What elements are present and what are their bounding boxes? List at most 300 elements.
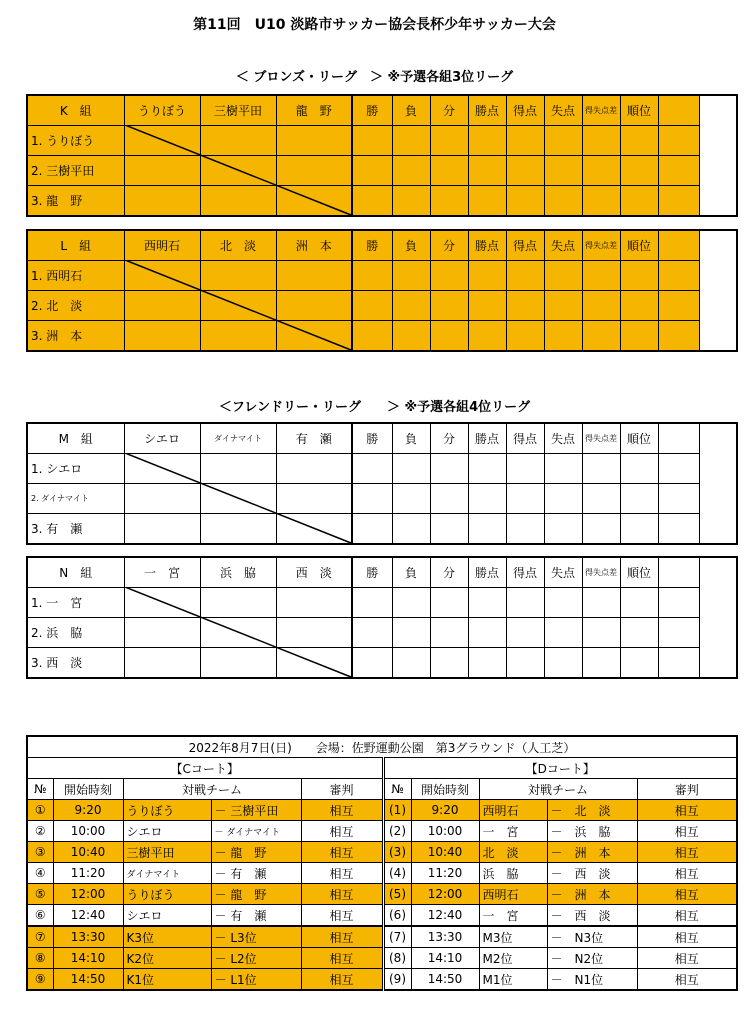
stat-cell xyxy=(468,291,506,321)
stat-cell xyxy=(658,156,699,186)
referee: 相互 xyxy=(637,948,737,969)
stat-cell xyxy=(392,588,430,618)
start-time: 13:30 xyxy=(53,926,123,948)
stat-cell xyxy=(392,454,430,484)
stat-cell xyxy=(582,648,620,679)
team-a: 西明石 xyxy=(479,800,547,821)
stat-cell xyxy=(582,156,620,186)
c-court-label: 【Cコート】 xyxy=(27,758,383,779)
stat-cell xyxy=(468,261,506,291)
stat-cell xyxy=(506,618,544,648)
stat-cell xyxy=(582,321,620,352)
stat-cell xyxy=(620,588,658,618)
referee: 相互 xyxy=(637,842,737,863)
stat-cell xyxy=(468,454,506,484)
stat-cell xyxy=(468,186,506,217)
col-ref: 審判 xyxy=(301,779,383,800)
stat-cell xyxy=(620,321,658,352)
stat-cell xyxy=(658,618,699,648)
stat-cell xyxy=(506,454,544,484)
stat-col-header: 得点 xyxy=(506,557,544,588)
stat-cell xyxy=(658,126,699,156)
stat-cell xyxy=(392,321,430,352)
result-cell xyxy=(276,648,352,679)
schedule-row xyxy=(27,884,737,905)
team-a: M3位 xyxy=(479,926,547,948)
referee: 相互 xyxy=(301,842,383,863)
result-cell xyxy=(124,618,200,648)
stat-cell xyxy=(582,454,620,484)
match-no: ⑧ xyxy=(27,948,53,969)
stat-cell xyxy=(352,618,392,648)
match-no: (4) xyxy=(383,863,411,884)
team-a: M1位 xyxy=(479,969,547,991)
start-time: 14:50 xyxy=(53,969,123,991)
stat-cell xyxy=(582,186,620,217)
result-cell xyxy=(200,126,276,156)
referee: 相互 xyxy=(637,905,737,927)
stat-cell xyxy=(620,648,658,679)
league-table-4 xyxy=(26,556,738,679)
stat-cell xyxy=(392,156,430,186)
result-cell xyxy=(124,514,200,545)
stat-cell xyxy=(430,321,468,352)
col-ref: 審判 xyxy=(637,779,737,800)
team-col-header: うりぼう xyxy=(124,95,200,126)
stat-cell xyxy=(468,648,506,679)
referee: 相互 xyxy=(301,905,383,927)
result-cell xyxy=(124,454,200,484)
result-cell xyxy=(276,588,352,618)
result-cell xyxy=(200,514,276,545)
stat-cell xyxy=(544,514,582,545)
col-match: 対戦チーム xyxy=(479,779,637,800)
team-a: シエロ xyxy=(123,821,211,842)
start-time: 9:20 xyxy=(53,800,123,821)
start-time: 10:00 xyxy=(411,821,479,842)
result-cell xyxy=(200,588,276,618)
referee: 相互 xyxy=(301,969,383,991)
stat-col-header: 得点 xyxy=(506,423,544,454)
stat-cell xyxy=(582,618,620,648)
stat-cell xyxy=(544,648,582,679)
result-cell xyxy=(276,156,352,186)
stat-cell xyxy=(430,514,468,545)
stat-cell xyxy=(620,156,658,186)
team-b: － 西 淡 xyxy=(547,863,637,884)
stat-cell xyxy=(430,648,468,679)
referee: 相互 xyxy=(301,884,383,905)
stat-col-header: 得点 xyxy=(506,230,544,261)
referee: 相互 xyxy=(301,821,383,842)
result-cell xyxy=(200,291,276,321)
match-no: ⑦ xyxy=(27,926,53,948)
match-no: (9) xyxy=(383,969,411,991)
stat-cell xyxy=(430,261,468,291)
stat-col-header: 負 xyxy=(392,557,430,588)
stat-cell xyxy=(352,514,392,545)
stat-cell xyxy=(352,648,392,679)
start-time: 10:40 xyxy=(411,842,479,863)
match-no: ⑨ xyxy=(27,969,53,991)
team-a: ダイナマイト xyxy=(123,863,211,884)
match-no: ① xyxy=(27,800,53,821)
stat-cell xyxy=(468,484,506,514)
stat-cell xyxy=(506,321,544,352)
team-a: 浜 脇 xyxy=(479,863,547,884)
referee: 相互 xyxy=(637,863,737,884)
result-cell xyxy=(124,186,200,217)
team-row-label: 3. 西 淡 xyxy=(27,648,124,679)
stat-cell xyxy=(620,454,658,484)
stat-col-header: 失点 xyxy=(544,230,582,261)
team-row-label: 2. 浜 脇 xyxy=(27,618,124,648)
team-row-label: 1. 一 宮 xyxy=(27,588,124,618)
col-time: 開始時刻 xyxy=(53,779,123,800)
team-b: － 西 淡 xyxy=(547,905,637,927)
schedule-row xyxy=(27,905,737,927)
result-cell xyxy=(200,186,276,217)
stat-cell xyxy=(352,261,392,291)
extra-col xyxy=(658,95,699,126)
stat-cell xyxy=(392,291,430,321)
match-schedule-table xyxy=(26,735,738,991)
team-a: K3位 xyxy=(123,926,211,948)
stat-col-header: 得失点差 xyxy=(582,557,620,588)
team-b: － 有 瀬 xyxy=(211,863,301,884)
team-a: K1位 xyxy=(123,969,211,991)
referee: 相互 xyxy=(301,800,383,821)
stat-cell xyxy=(468,514,506,545)
stat-cell xyxy=(468,618,506,648)
schedule-header: 2022年8月7日(日) 会場：佐野運動公園 第3グラウンド（人工芝） xyxy=(27,736,737,758)
match-no: ③ xyxy=(27,842,53,863)
stat-cell xyxy=(658,454,699,484)
schedule-row xyxy=(27,800,737,821)
start-time: 12:40 xyxy=(53,905,123,927)
team-col-header: 西 淡 xyxy=(276,557,352,588)
referee: 相互 xyxy=(637,969,737,991)
match-no: (5) xyxy=(383,884,411,905)
result-cell xyxy=(200,261,276,291)
stat-cell xyxy=(392,126,430,156)
team-col-header: シエロ xyxy=(124,423,200,454)
result-cell xyxy=(124,291,200,321)
stat-cell xyxy=(506,588,544,618)
team-row-label: 2. 北 淡 xyxy=(27,291,124,321)
result-cell xyxy=(200,484,276,514)
result-cell xyxy=(124,126,200,156)
team-row-label: 1. うりぼう xyxy=(27,126,124,156)
page-title: 第11回 U10 淡路市サッカー協会長杯少年サッカー大会 xyxy=(193,17,556,33)
match-no: (7) xyxy=(383,926,411,948)
team-a: M2位 xyxy=(479,948,547,969)
stat-cell xyxy=(392,514,430,545)
team-b: － 洲 本 xyxy=(547,842,637,863)
schedule-row xyxy=(27,842,737,863)
team-col-header: 一 宮 xyxy=(124,557,200,588)
result-cell xyxy=(200,648,276,679)
stat-col-header: 負 xyxy=(392,95,430,126)
result-cell xyxy=(276,261,352,291)
stat-cell xyxy=(506,261,544,291)
stat-cell xyxy=(430,454,468,484)
stat-cell xyxy=(658,484,699,514)
stat-cell xyxy=(430,291,468,321)
stat-cell xyxy=(392,618,430,648)
stat-cell xyxy=(352,454,392,484)
stat-col-header: 得点 xyxy=(506,95,544,126)
stat-cell xyxy=(544,261,582,291)
result-cell xyxy=(276,321,352,352)
stat-cell xyxy=(392,186,430,217)
group-label: K 組 xyxy=(27,95,124,126)
start-time: 13:30 xyxy=(411,926,479,948)
schedule-row xyxy=(27,926,737,948)
start-time: 11:20 xyxy=(53,863,123,884)
stat-cell xyxy=(544,126,582,156)
stat-col-header: 分 xyxy=(430,423,468,454)
friendly-league-header: ＜フレンドリー・リーグ ＞ ※予選各組4位リーグ xyxy=(218,400,531,415)
stat-col-header: 得失点差 xyxy=(582,95,620,126)
stat-col-header: 順位 xyxy=(620,557,658,588)
stat-cell xyxy=(506,186,544,217)
stat-cell xyxy=(582,484,620,514)
match-no: ⑥ xyxy=(27,905,53,927)
stat-cell xyxy=(430,484,468,514)
team-a: 北 淡 xyxy=(479,842,547,863)
stat-col-header: 勝 xyxy=(352,230,392,261)
group-label: L 組 xyxy=(27,230,124,261)
stat-cell xyxy=(620,291,658,321)
result-cell xyxy=(200,156,276,186)
stat-cell xyxy=(352,321,392,352)
result-cell xyxy=(200,618,276,648)
col-no: № xyxy=(27,779,53,800)
stat-cell xyxy=(544,156,582,186)
stat-cell xyxy=(430,618,468,648)
match-no: ⑤ xyxy=(27,884,53,905)
stat-col-header: 負 xyxy=(392,230,430,261)
team-b: － ダイナマイト xyxy=(211,821,301,842)
team-col-header: 有 瀬 xyxy=(276,423,352,454)
team-a: 三樹平田 xyxy=(123,842,211,863)
stat-cell xyxy=(582,291,620,321)
stat-cell xyxy=(658,186,699,217)
stat-cell xyxy=(658,261,699,291)
start-time: 10:00 xyxy=(53,821,123,842)
group-label: M 組 xyxy=(27,423,124,454)
league-table-1 xyxy=(26,94,738,217)
start-time: 9:20 xyxy=(411,800,479,821)
match-no: (2) xyxy=(383,821,411,842)
d-court-label: 【Dコート】 xyxy=(383,758,737,779)
referee: 相互 xyxy=(301,926,383,948)
team-col-header: 洲 本 xyxy=(276,230,352,261)
result-cell xyxy=(200,321,276,352)
result-cell xyxy=(276,186,352,217)
team-b: － 三樹平田 xyxy=(211,800,301,821)
stat-cell xyxy=(658,291,699,321)
team-row-label: 3. 龍 野 xyxy=(27,186,124,217)
referee: 相互 xyxy=(637,800,737,821)
stat-cell xyxy=(544,618,582,648)
stat-cell xyxy=(430,186,468,217)
schedule-row xyxy=(27,863,737,884)
referee: 相互 xyxy=(637,926,737,948)
team-a: 一 宮 xyxy=(479,905,547,927)
stat-cell xyxy=(544,186,582,217)
referee: 相互 xyxy=(637,821,737,842)
stat-col-header: 負 xyxy=(392,423,430,454)
start-time: 12:40 xyxy=(411,905,479,927)
stat-cell xyxy=(392,484,430,514)
stat-cell xyxy=(506,126,544,156)
team-b: － 龍 野 xyxy=(211,884,301,905)
team-row-label: 2. 三樹平田 xyxy=(27,156,124,186)
team-a: うりぼう xyxy=(123,800,211,821)
league-table-2 xyxy=(26,229,738,352)
extra-col xyxy=(658,423,699,454)
result-cell xyxy=(276,126,352,156)
stat-cell xyxy=(430,126,468,156)
stat-col-header: 順位 xyxy=(620,423,658,454)
team-col-header: 北 淡 xyxy=(200,230,276,261)
stat-col-header: 得失点差 xyxy=(582,230,620,261)
stat-cell xyxy=(620,484,658,514)
stat-cell xyxy=(620,126,658,156)
team-a: 西明石 xyxy=(479,884,547,905)
stat-cell xyxy=(658,648,699,679)
result-cell xyxy=(124,648,200,679)
team-b: － 洲 本 xyxy=(547,884,637,905)
stat-cell xyxy=(582,514,620,545)
team-col-header: 西明石 xyxy=(124,230,200,261)
result-cell xyxy=(200,454,276,484)
stat-cell xyxy=(392,261,430,291)
group-label: N 組 xyxy=(27,557,124,588)
stat-col-header: 失点 xyxy=(544,557,582,588)
schedule-row xyxy=(27,948,737,969)
extra-col xyxy=(658,557,699,588)
league-table-3 xyxy=(26,422,738,545)
team-col-header: 龍 野 xyxy=(276,95,352,126)
match-no: (1) xyxy=(383,800,411,821)
team-row-label: 3. 洲 本 xyxy=(27,321,124,352)
result-cell xyxy=(124,156,200,186)
start-time: 14:10 xyxy=(411,948,479,969)
match-no: (8) xyxy=(383,948,411,969)
team-a: 一 宮 xyxy=(479,821,547,842)
referee: 相互 xyxy=(301,863,383,884)
stat-cell xyxy=(582,126,620,156)
stat-col-header: 順位 xyxy=(620,95,658,126)
stat-cell xyxy=(430,156,468,186)
referee: 相互 xyxy=(301,948,383,969)
stat-col-header: 勝 xyxy=(352,557,392,588)
stat-cell xyxy=(544,291,582,321)
stat-cell xyxy=(468,126,506,156)
stat-cell xyxy=(468,321,506,352)
col-time: 開始時刻 xyxy=(411,779,479,800)
stat-cell xyxy=(658,514,699,545)
result-cell xyxy=(276,618,352,648)
match-no: (3) xyxy=(383,842,411,863)
result-cell xyxy=(276,514,352,545)
stat-cell xyxy=(620,261,658,291)
team-b: － 北 淡 xyxy=(547,800,637,821)
team-col-header: ダイナマイト xyxy=(200,423,276,454)
stat-cell xyxy=(544,454,582,484)
stat-col-header: 勝点 xyxy=(468,557,506,588)
team-b: － L3位 xyxy=(211,926,301,948)
team-b: － 龍 野 xyxy=(211,842,301,863)
stat-cell xyxy=(582,588,620,618)
start-time: 12:00 xyxy=(411,884,479,905)
start-time: 11:20 xyxy=(411,863,479,884)
result-cell xyxy=(124,261,200,291)
stat-cell xyxy=(352,484,392,514)
stat-cell xyxy=(582,261,620,291)
stat-cell xyxy=(430,588,468,618)
stat-cell xyxy=(392,648,430,679)
stat-cell xyxy=(506,291,544,321)
stat-col-header: 勝 xyxy=(352,95,392,126)
result-cell xyxy=(124,321,200,352)
schedule-row xyxy=(27,969,737,991)
stat-col-header: 分 xyxy=(430,557,468,588)
result-cell xyxy=(276,454,352,484)
col-no: № xyxy=(383,779,411,800)
stat-cell xyxy=(352,291,392,321)
stat-cell xyxy=(620,186,658,217)
stat-cell xyxy=(506,514,544,545)
team-row-label: 1. シエロ xyxy=(27,454,124,484)
team-b: － L1位 xyxy=(211,969,301,991)
stat-col-header: 得失点差 xyxy=(582,423,620,454)
team-b: － N2位 xyxy=(547,948,637,969)
bronze-league-header: ＜ ブロンズ・リーグ ＞ ※予選各組3位リーグ xyxy=(235,70,514,85)
stat-col-header: 勝 xyxy=(352,423,392,454)
team-a: うりぼう xyxy=(123,884,211,905)
start-time: 14:10 xyxy=(53,948,123,969)
col-match: 対戦チーム xyxy=(123,779,301,800)
stat-col-header: 順位 xyxy=(620,230,658,261)
stat-cell xyxy=(658,588,699,618)
stat-col-header: 勝点 xyxy=(468,230,506,261)
result-cell xyxy=(276,291,352,321)
team-col-header: 三樹平田 xyxy=(200,95,276,126)
stat-cell xyxy=(506,156,544,186)
stat-cell xyxy=(658,321,699,352)
stat-cell xyxy=(352,186,392,217)
team-b: － L2位 xyxy=(211,948,301,969)
team-b: － 浜 脇 xyxy=(547,821,637,842)
stat-cell xyxy=(620,514,658,545)
extra-col xyxy=(658,230,699,261)
stat-cell xyxy=(506,648,544,679)
stat-cell xyxy=(468,588,506,618)
team-a: シエロ xyxy=(123,905,211,927)
stat-col-header: 失点 xyxy=(544,95,582,126)
stat-col-header: 分 xyxy=(430,95,468,126)
schedule-row xyxy=(27,821,737,842)
stat-cell xyxy=(620,618,658,648)
stat-cell xyxy=(352,126,392,156)
stat-cell xyxy=(544,588,582,618)
stat-cell xyxy=(544,484,582,514)
stat-cell xyxy=(544,321,582,352)
